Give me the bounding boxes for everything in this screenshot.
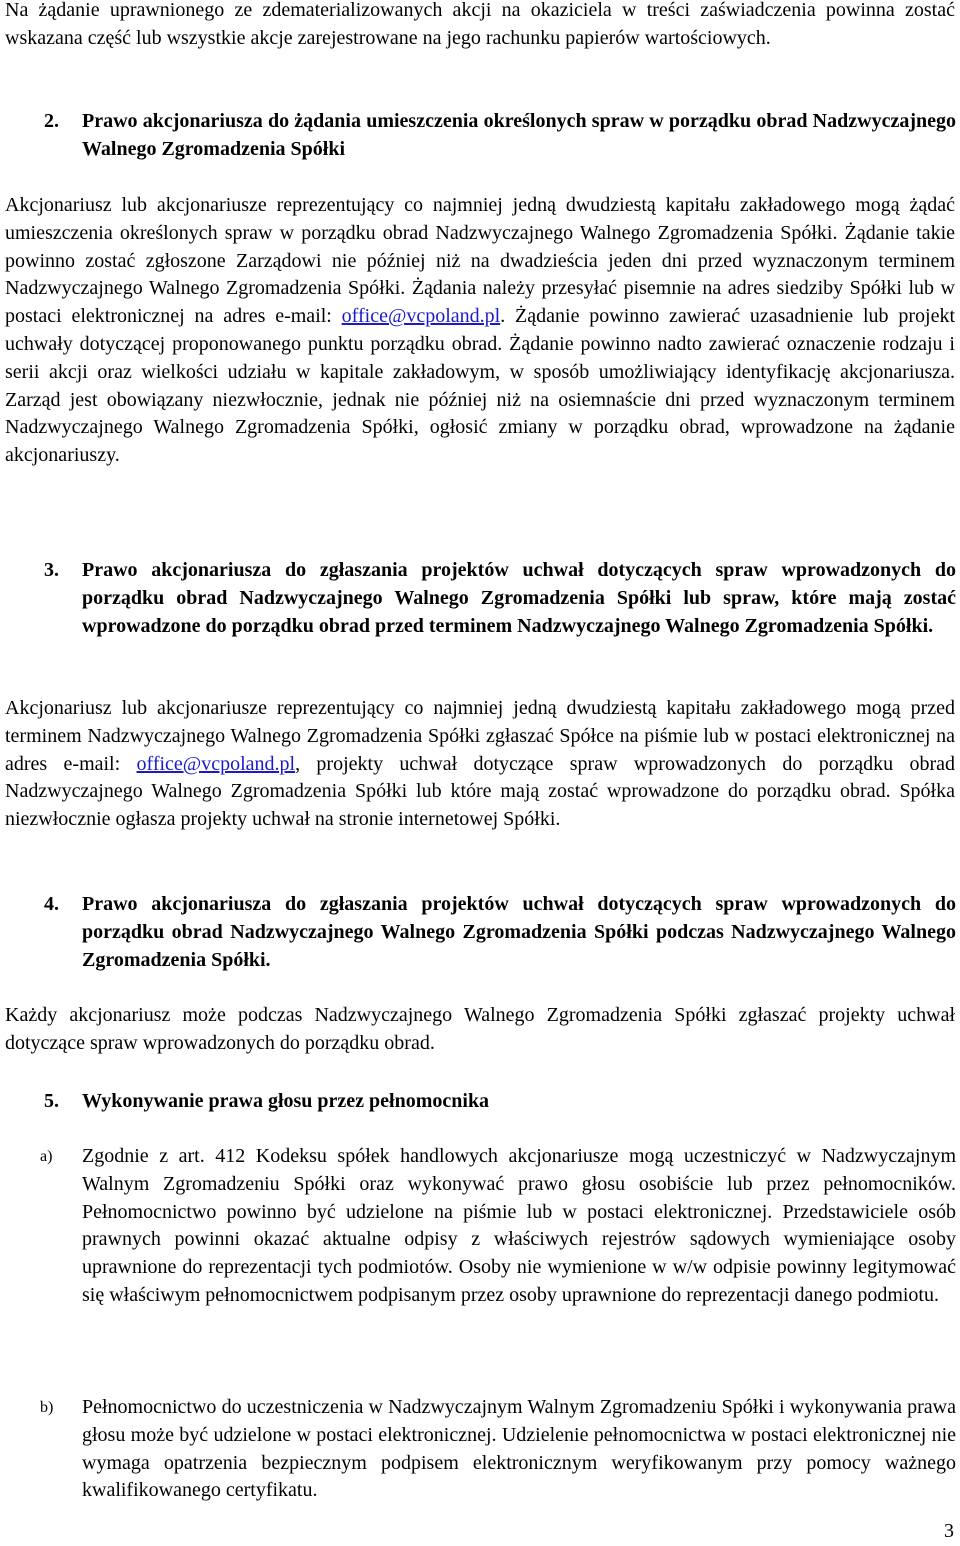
list-item-text: Pełnomocnictwo do uczestniczenia w Nadzwyczajnym Walnym Zgromadzeniu Spółki i wykonywania prawa głosu może być udzielone w postaci elektronicznej. Udzielenie pełnomocnictwa w postaci elektronicznej nie wymaga opatrzenia bezpiecznym podpisem elektronicznym weryfikowanym przy pomocy ważnego kwalifikowanego certyfikatu.	[82, 1396, 956, 1502]
section-2-body	[5, 192, 955, 470]
section-4-heading	[44, 891, 956, 974]
section-3-title: Prawo akcjonariusza do zgłaszania projektów uchwał dotyczących spraw wprowadzonych do porządku obrad Nadzwyczajnego Walnego Zgromadzenia Spółki lub spraw, które mają zostać wprowadzone do porządku obrad przed terminem Nadzwyczajnego Walnego Zgromadzenia Spółki.	[82, 559, 956, 637]
section-2-heading	[44, 108, 956, 164]
section-5-title: Wykonywanie prawa głosu przez pełnomocnika	[82, 1090, 490, 1112]
list-item-b	[40, 1394, 956, 1505]
section-4-title: Prawo akcjonariusza do zgłaszania projektów uchwał dotyczących spraw wprowadzonych do porządku obrad Nadzwyczajnego Walnego Zgromadzenia Spółki podczas Nadzwyczajnego Walnego Zgromadzenia Spółki.	[82, 893, 956, 971]
list-item-text: Zgodnie z art. 412 Kodeksu spółek handlowych akcjonariusze mogą uczestniczyć w Nadzwyczajnym Walnym Zgromadzeniu Spółki oraz wykonywać prawo głosu osobiście lub przez pełnomocników. Pełnomocnictwo powinno być udzielone na piśmie lub w postaci elektronicznej. Przedstawiciele osób prawnych powinni okazać aktualne odpisy z właściwych rejestrów sądowych wymieniające osoby uprawnione do reprezentacji tych podmiotów. Osoby nie wymienione w w/w odpisie powinny legitymować się właściwym pełnomocnictwem podpisanym przez osoby uprawnione do reprezentacji danego podmiotu.	[82, 1145, 956, 1306]
section-2-body-text: Akcjonariusz lub akcjonariusze reprezentujący co najmniej jedną dwudziestą kapitału zakładowego mogą żądać umieszczenia określonych spraw w porządku obrad Nadzwyczajnego Walnego Zgromadzenia Spółki. Żądanie takie powinno zostać zgłoszone Zarządowi nie później niż na dwadzieścia jeden dni przed wyznaczonym terminem Nadzwyczajnego Walnego Zgromadzenia Spółki. Żądania należy przesyłać pisemnie na adres siedziby Spółki lub w postaci elektronicznej na adres e-mail:	[5, 194, 955, 328]
section-5-heading	[44, 1088, 956, 1116]
page-number: 3	[944, 1520, 954, 1542]
list-marker: b)	[40, 1399, 54, 1416]
email-link[interactable]: office@vcpoland.pl	[341, 305, 501, 328]
section-3-number: 3.	[44, 559, 59, 581]
section-2-body-text-continued: . Żądanie powinno zawierać uzasadnienie lub projekt uchwały dotyczącej proponowanego punktu porządku obrad. Żądanie powinno nadto zawierać oznaczenie rodzaju i serii akcji oraz wielkości udziału w kapitale zakładowym, w sposób umożliwiający identyfikację akcjonariusza. Zarząd jest obowiązany niezwłocznie, jednak nie później niż na osiemnaście dni przed wyznaczonym terminem Nadzwyczajnego Walnego Zgromadzenia Spółki, ogłosić zmiany w porządku obrad, wprowadzone na żądanie akcjonariuszy.	[5, 305, 956, 467]
section-2-number: 2.	[44, 110, 59, 132]
section-3-body	[5, 695, 955, 834]
intro-paragraph: Na żądanie uprawnionego ze zdematerializowanych akcji na okaziciela w treści zaświadczenia powinna zostać wskazana część lub wszystkie akcje zarejestrowane na jego rachunku papierów wartościowych.	[5, 0, 955, 49]
section-5-number: 5.	[44, 1090, 59, 1112]
section-4-number: 4.	[44, 893, 59, 915]
section-4-body: Każdy akcjonariusz może podczas Nadzwyczajnego Walnego Zgromadzenia Spółki zgłaszać projekty uchwał dotyczące spraw wprowadzonych do porządku obrad.	[5, 1004, 955, 1054]
list-item-a	[40, 1143, 956, 1310]
email-link[interactable]: office@vcpoland.pl	[136, 752, 296, 775]
section-3-body-text-continued: , projekty uchwał dotyczące spraw wprowadzonych do porządku obrad Nadzwyczajnego Walnego Zgromadzenia Spółki lub które mają zostać wprowadzone do porządku obrad. Spółka niezwłocznie ogłasza projekty uchwał na stronie internetowej Spółki.	[5, 752, 955, 831]
section-3-heading	[44, 557, 956, 640]
section-2-title: Prawo akcjonariusza do żądania umieszczenia określonych spraw w porządku obrad Nadzwyczajnego Walnego Zgromadzenia Spółki	[82, 110, 956, 160]
list-marker: a)	[40, 1148, 53, 1165]
section-3-body-text: Akcjonariusz lub akcjonariusze reprezentujący co najmniej jedną dwudziestą kapitału zakładowego mogą przed terminem Nadzwyczajnego Walnego Zgromadzenia Spółki zgłaszać Spółce na piśmie lub w postaci elektronicznej na adres e-mail:	[5, 697, 955, 775]
